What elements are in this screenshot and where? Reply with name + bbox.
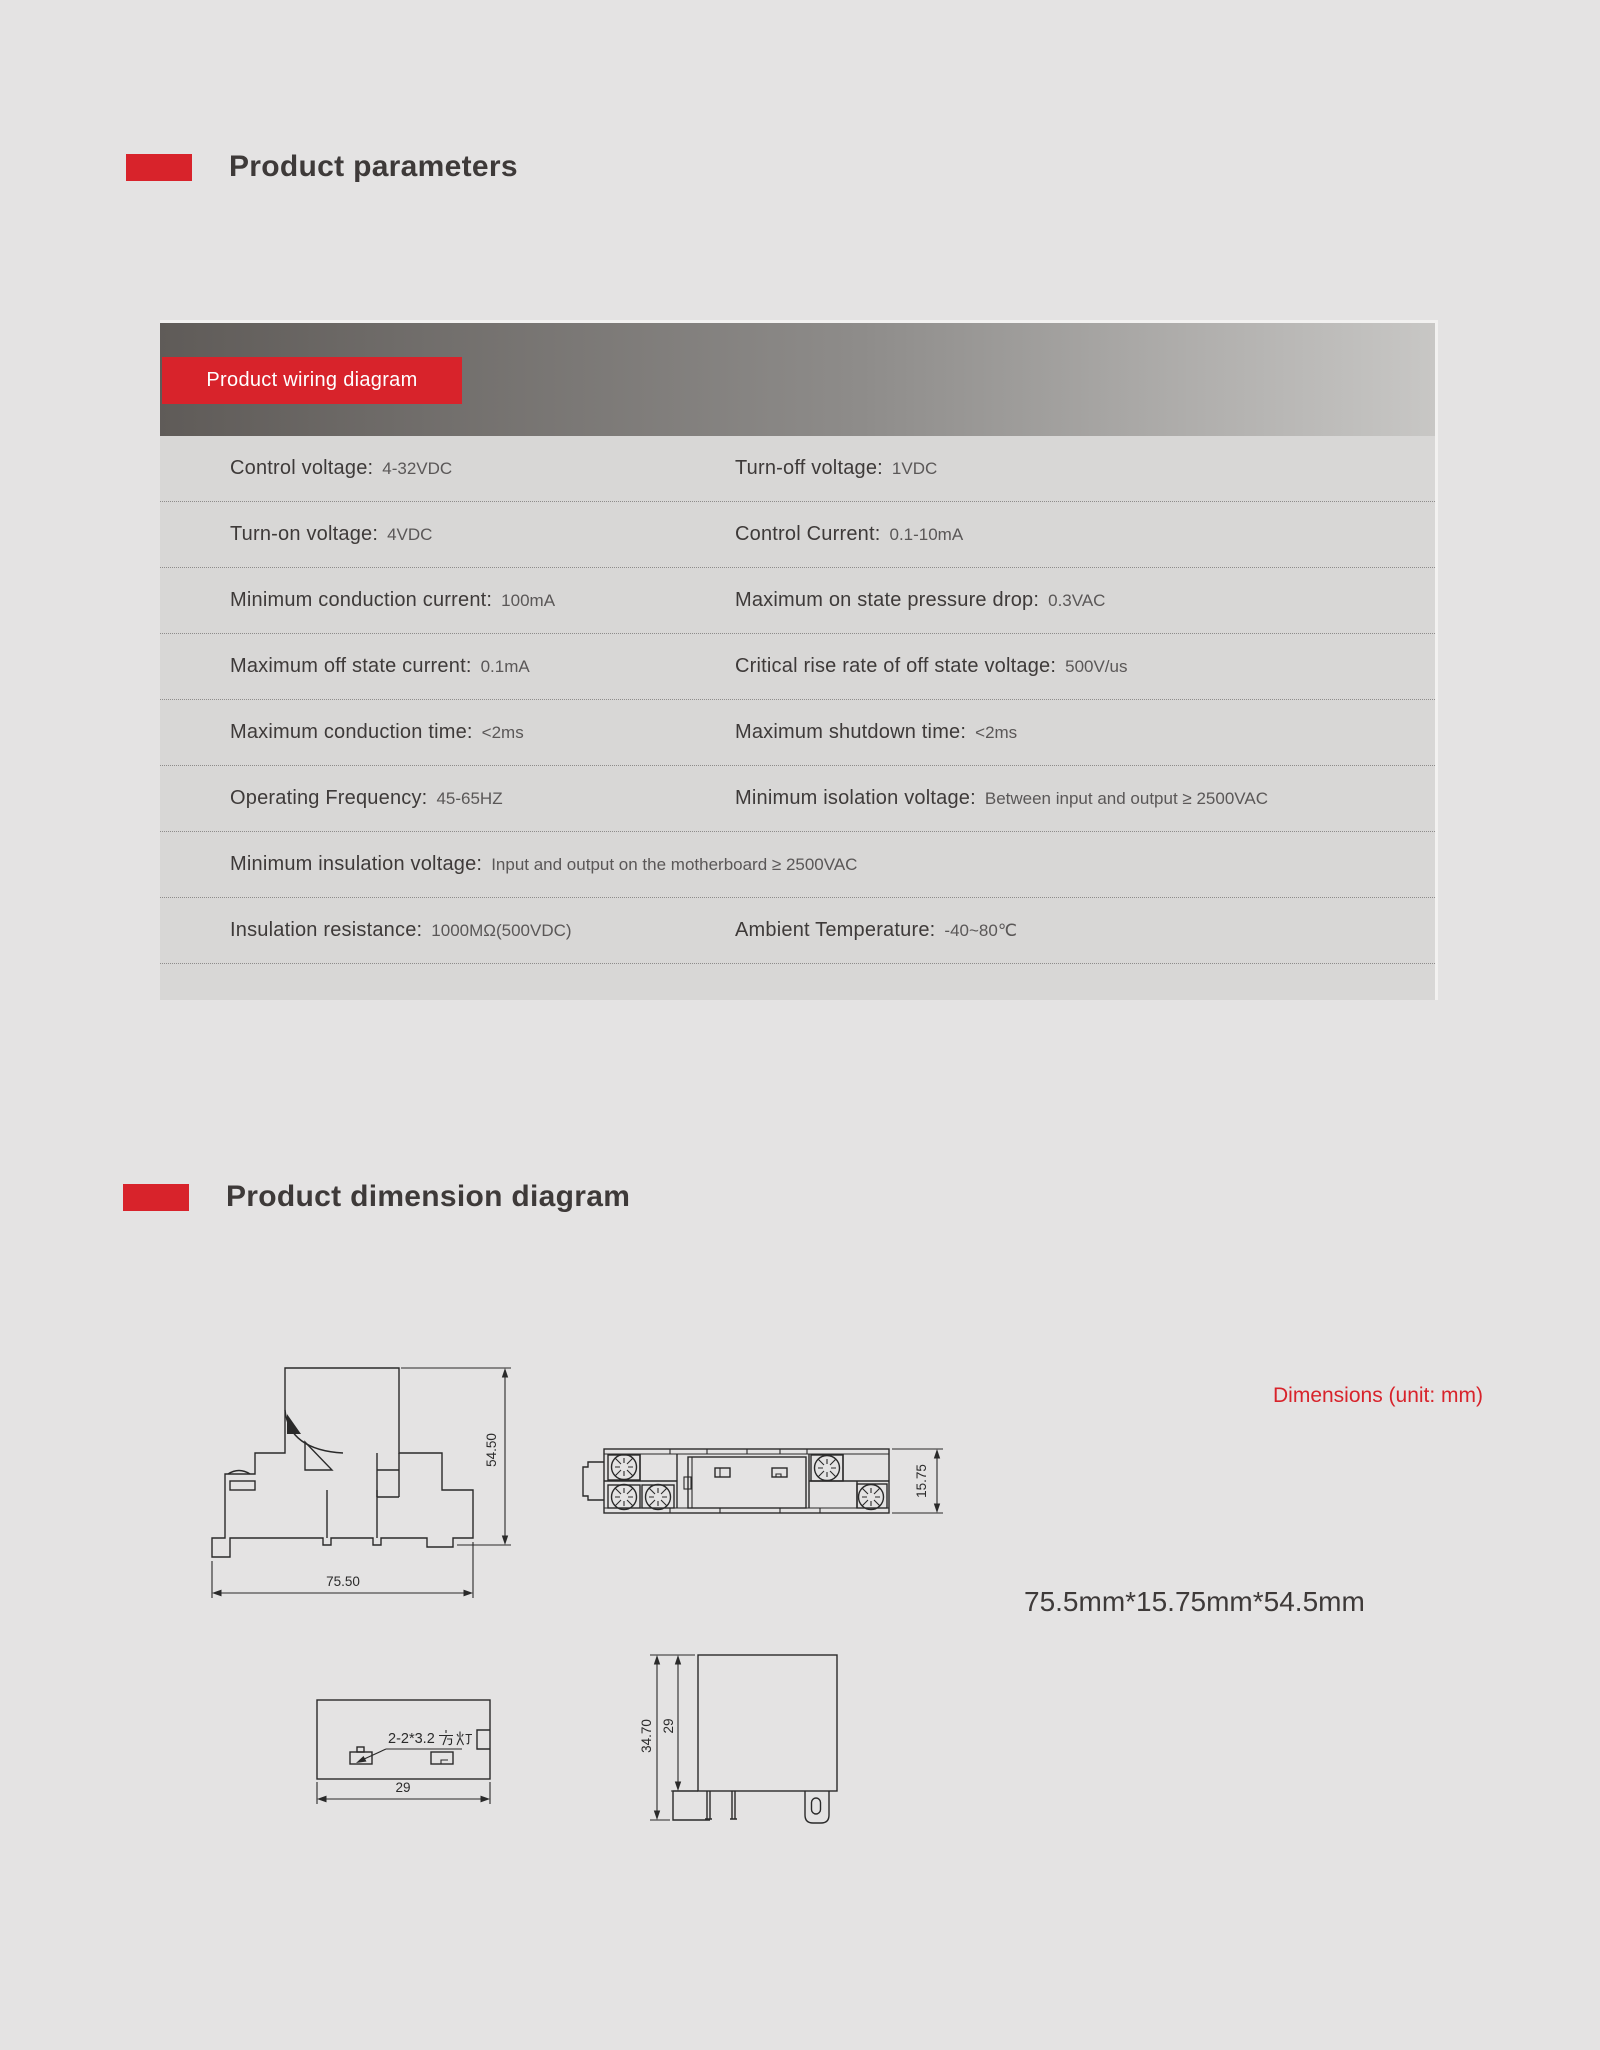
overall-size-text: 75.5mm*15.75mm*54.5mm [1024, 1586, 1365, 1617]
table-body [160, 436, 1435, 1000]
spec-value: 100mA [501, 591, 556, 610]
spec-cell [230, 655, 735, 678]
spec-cell [735, 589, 1105, 612]
side-view-drawing [205, 1358, 515, 1603]
dim-height-15-75: 15.75 [914, 1464, 929, 1498]
table-header-bar [160, 323, 1435, 436]
spec-cell [735, 787, 1268, 810]
spec-cell [735, 523, 963, 546]
spec-value: 45-65HZ [436, 789, 503, 808]
page-title: Product parameters [229, 150, 518, 183]
spec-cell [735, 655, 1128, 678]
dim-body-height-29: 29 [661, 1718, 676, 1734]
bottom-view-drawing [310, 1692, 510, 1817]
table-row [160, 700, 1435, 766]
dim-width-29: 29 [395, 1780, 411, 1795]
spec-value: 4-32VDC [382, 459, 453, 478]
spec-cell [230, 721, 735, 744]
spec-label: Insulation resistance: [230, 919, 423, 941]
spec-value: <2ms [975, 723, 1018, 742]
table-tab: Product wiring diagram [162, 357, 462, 404]
red-accent-bar [126, 154, 192, 181]
spec-label: Maximum off state current: [230, 655, 472, 677]
spec-value: -40~80℃ [944, 921, 1017, 940]
table-row [160, 898, 1435, 964]
spec-value: Input and output on the motherboard ≥ 2500VAC [491, 855, 858, 874]
spec-label: Minimum insulation voltage: [230, 853, 483, 875]
spec-cell [735, 919, 1017, 942]
spec-label: Control Current: [735, 523, 881, 545]
spec-label: Maximum shutdown time: [735, 721, 967, 743]
top-view-drawing [580, 1440, 950, 1530]
spec-value: <2ms [481, 723, 524, 742]
spec-cell [230, 919, 735, 942]
wiring-spec-table [160, 320, 1438, 1000]
spec-value: 4VDC [387, 525, 433, 544]
table-row [160, 502, 1435, 568]
red-accent-bar [123, 1184, 189, 1211]
spec-value: 1VDC [891, 459, 938, 478]
spec-cell [230, 523, 735, 546]
spec-label: Minimum isolation voltage: [735, 787, 976, 809]
spec-cell [230, 853, 857, 876]
lamp-hole-label: 2-2*3.2 [388, 1731, 435, 1747]
spec-label: Critical rise rate of off state voltage: [735, 655, 1057, 677]
spec-label: Ambient Temperature: [735, 919, 936, 941]
spec-label: Control voltage: [230, 457, 374, 479]
hanzi-fang-glyph [439, 1730, 453, 1745]
table-row [160, 832, 1435, 898]
section-header-parameters [126, 150, 518, 184]
dim-total-height-34-70: 34.70 [639, 1719, 654, 1753]
front-view-drawing [635, 1648, 850, 1848]
section-header-dimensions [123, 1180, 630, 1214]
hanzi-deng-glyph [457, 1732, 472, 1746]
spec-cell [735, 457, 937, 480]
spec-cell [735, 721, 1017, 744]
section-title: Product dimension diagram [226, 1180, 631, 1213]
spec-value: 500V/us [1065, 657, 1128, 676]
dim-height-54-50: 54.50 [484, 1433, 499, 1467]
spec-label: Maximum conduction time: [230, 721, 473, 743]
spec-label: Turn-on voltage: [230, 523, 379, 545]
spec-label: Maximum on state pressure drop: [735, 589, 1040, 611]
table-row [160, 568, 1435, 634]
spec-value: 0.1mA [480, 657, 530, 676]
table-row [160, 766, 1435, 832]
spec-label: Turn-off voltage: [735, 457, 883, 479]
spec-label: Minimum conduction current: [230, 589, 493, 611]
spec-cell [230, 787, 735, 810]
spec-value: 1000MΩ(500VDC) [431, 921, 572, 940]
spec-value: 0.1-10mA [889, 525, 964, 544]
table-row [160, 634, 1435, 700]
spec-cell [230, 589, 735, 612]
spec-label: Operating Frequency: [230, 787, 428, 809]
dim-width-75-50: 75.50 [326, 1574, 360, 1589]
spec-cell [230, 457, 735, 480]
dimensions-unit-note: Dimensions (unit: mm) [1273, 1384, 1484, 1407]
spec-value: 0.3VAC [1048, 591, 1106, 610]
table-row [160, 436, 1435, 502]
spec-value: Between input and output ≥ 2500VAC [984, 789, 1268, 808]
